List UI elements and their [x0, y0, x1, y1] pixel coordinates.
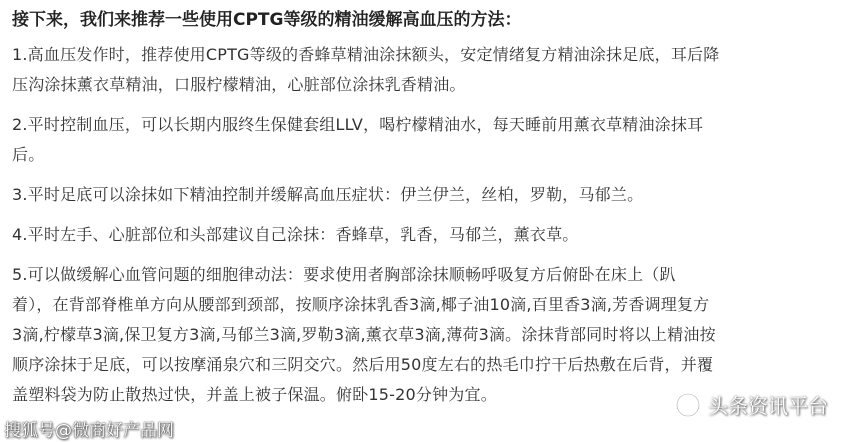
paragraph-line: 2.平时控制血压，可以长期内服终生保健套组LLV，喝柠檬精油水，每天睡前用薰衣草精油涂抹耳: [12, 115, 704, 134]
article-heading: 接下来，我们来推荐一些使用CPTG等级的精油缓解高血压的方法：: [12, 10, 522, 30]
sohu-watermark: 搜狐号@微商好产品网: [4, 421, 174, 441]
paragraph-3: [12, 180, 838, 210]
paragraph-line: 后。: [12, 145, 45, 164]
paragraph-line: 3滴,柠檬草3滴,保卫复方3滴,马郁兰3滴,罗勒3滴,薰衣草3滴,薄荷3滴。涂抹背部同时将以上精油按: [12, 325, 716, 344]
paragraph-line: 着），在背部脊椎单方向从腰部到颈部，按顺序涂抹乳香3滴,椰子油10滴,百里香3滴,芳香调理复方: [12, 295, 710, 314]
toutiao-watermark-text: 头条资讯平台: [708, 394, 828, 418]
paragraph-5: [12, 260, 838, 410]
paragraph-line: 盖塑料袋为防止散热过快，并盖上被子保温。俯卧15-20分钟为宜。: [12, 385, 497, 404]
toutiao-watermark: [674, 390, 828, 419]
paragraph-1: [12, 40, 838, 100]
paragraph-line: 3.平时足底可以涂抹如下精油控制并缓解高血压症状：伊兰伊兰，丝柏，罗勒，马郁兰。: [12, 185, 644, 204]
paragraph-2: [12, 110, 838, 170]
article-body: [12, 6, 838, 420]
paragraph-line: 压沟涂抹薰衣草精油，口服柠檬精油，心脏部位涂抹乳香精油。: [12, 75, 466, 94]
paragraph-4: [12, 220, 838, 250]
paragraph-line: 1.高血压发作时，推荐使用CPTG等级的香蜂草精油涂抹额头，安定情绪复方精油涂抹足底，耳后降: [12, 45, 720, 64]
paragraph-line: 顺序涂抹于足底，可以按摩涌泉穴和三阴交穴。然后用50度左右的热毛巾拧干后热敷在后背，并覆: [12, 355, 714, 374]
paragraph-line: 5.可以做缓解心血管问题的细胞律动法：要求使用者胸部涂抹顺畅呼吸复方后俯卧在床上（趴: [12, 265, 676, 284]
toutiao-logo-icon: [674, 391, 702, 419]
paragraph-line: 4.平时左手、心脏部位和头部建议自己涂抹：香蜂草，乳香，马郁兰，薰衣草。: [12, 225, 579, 244]
